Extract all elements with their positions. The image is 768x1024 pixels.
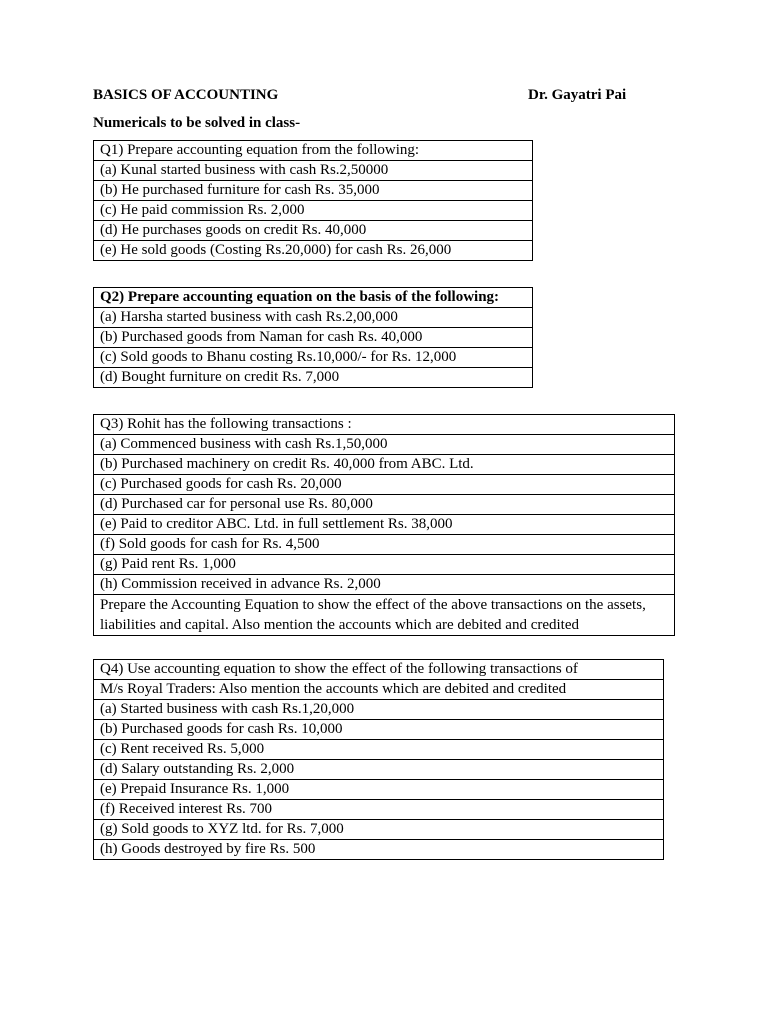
question-4-item-b: (b) Purchased goods for cash Rs. 10,000 <box>94 720 664 740</box>
question-3-title-row <box>94 415 675 435</box>
question-2-item-b: (b) Purchased goods from Naman for cash Rs. 40,000 <box>94 328 533 348</box>
question-3-title: Q3) Rohit has the following transactions : <box>94 415 675 435</box>
question-4-title-line-2: M/s Royal Traders: Also mention the accounts which are debited and credited <box>94 680 664 700</box>
question-3-item-c: (c) Purchased goods for cash Rs. 20,000 <box>94 475 675 495</box>
document-author: Dr. Gayatri Pai <box>528 87 627 103</box>
table-row <box>94 201 533 221</box>
question-2-title-row <box>94 288 533 308</box>
question-1-title-row <box>94 141 533 161</box>
question-4-table <box>93 659 664 860</box>
table-row <box>94 780 664 800</box>
question-2-item-c: (c) Sold goods to Bhanu costing Rs.10,000/- for Rs. 12,000 <box>94 348 533 368</box>
question-3-item-f: (f) Sold goods for cash for Rs. 4,500 <box>94 535 675 555</box>
table-row <box>94 308 533 328</box>
question-1-item-a: (a) Kunal started business with cash Rs.2,50000 <box>94 161 533 181</box>
question-4-title-line-1: Q4) Use accounting equation to show the effect of the following transactions of <box>94 660 664 680</box>
question-4-title-row <box>94 660 664 680</box>
table-row <box>94 575 675 595</box>
question-3-item-b: (b) Purchased machinery on credit Rs. 40,000 from ABC. Ltd. <box>94 455 675 475</box>
table-row <box>94 435 675 455</box>
question-1-title: Q1) Prepare accounting equation from the following: <box>94 141 533 161</box>
table-row <box>94 740 664 760</box>
question-3-item-g: (g) Paid rent Rs. 1,000 <box>94 555 675 575</box>
question-4-title-row <box>94 680 664 700</box>
question-4-item-c: (c) Rent received Rs. 5,000 <box>94 740 664 760</box>
table-row <box>94 800 664 820</box>
table-row <box>94 368 533 388</box>
table-row <box>94 700 664 720</box>
table-row <box>94 515 675 535</box>
table-row <box>94 555 675 575</box>
question-1-item-d: (d) He purchases goods on credit Rs. 40,000 <box>94 221 533 241</box>
table-row <box>94 720 664 740</box>
table-row <box>94 820 664 840</box>
table-row <box>94 495 675 515</box>
table-row <box>94 328 533 348</box>
table-row <box>94 348 533 368</box>
question-4-item-g: (g) Sold goods to XYZ ltd. for Rs. 7,000 <box>94 820 664 840</box>
table-row <box>94 535 675 555</box>
question-3-instructions: Prepare the Accounting Equation to show the effect of the above transactions on the assets, liabilities and capital. Also mention the accounts which are debited and credited <box>94 595 675 636</box>
question-4-item-e: (e) Prepaid Insurance Rs. 1,000 <box>94 780 664 800</box>
table-row <box>94 760 664 780</box>
question-2-title: Q2) Prepare accounting equation on the basis of the following: <box>94 288 533 308</box>
question-2-item-a: (a) Harsha started business with cash Rs.2,00,000 <box>94 308 533 328</box>
question-3-item-h: (h) Commission received in advance Rs. 2,000 <box>94 575 675 595</box>
table-row <box>94 475 675 495</box>
question-4-item-h: (h) Goods destroyed by fire Rs. 500 <box>94 840 664 860</box>
question-1-item-c: (c) He paid commission Rs. 2,000 <box>94 201 533 221</box>
document-subtitle: Numericals to be solved in class- <box>93 115 301 131</box>
document-title: BASICS OF ACCOUNTING <box>93 87 279 103</box>
question-3-footer-row <box>94 595 675 636</box>
question-3-item-a: (a) Commenced business with cash Rs.1,50,000 <box>94 435 675 455</box>
question-4-item-a: (a) Started business with cash Rs.1,20,000 <box>94 700 664 720</box>
table-row <box>94 181 533 201</box>
question-2-item-d: (d) Bought furniture on credit Rs. 7,000 <box>94 368 533 388</box>
question-3-item-d: (d) Purchased car for personal use Rs. 80,000 <box>94 495 675 515</box>
table-row <box>94 241 533 261</box>
question-3-table <box>93 414 675 636</box>
table-row <box>94 455 675 475</box>
table-row <box>94 840 664 860</box>
question-1-table <box>93 140 533 261</box>
table-row <box>94 161 533 181</box>
question-4-item-f: (f) Received interest Rs. 700 <box>94 800 664 820</box>
table-row <box>94 221 533 241</box>
question-3-item-e: (e) Paid to creditor ABC. Ltd. in full settlement Rs. 38,000 <box>94 515 675 535</box>
question-1-item-b: (b) He purchased furniture for cash Rs. 35,000 <box>94 181 533 201</box>
question-1-item-e: (e) He sold goods (Costing Rs.20,000) for cash Rs. 26,000 <box>94 241 533 261</box>
question-2-table <box>93 287 533 388</box>
question-4-item-d: (d) Salary outstanding Rs. 2,000 <box>94 760 664 780</box>
